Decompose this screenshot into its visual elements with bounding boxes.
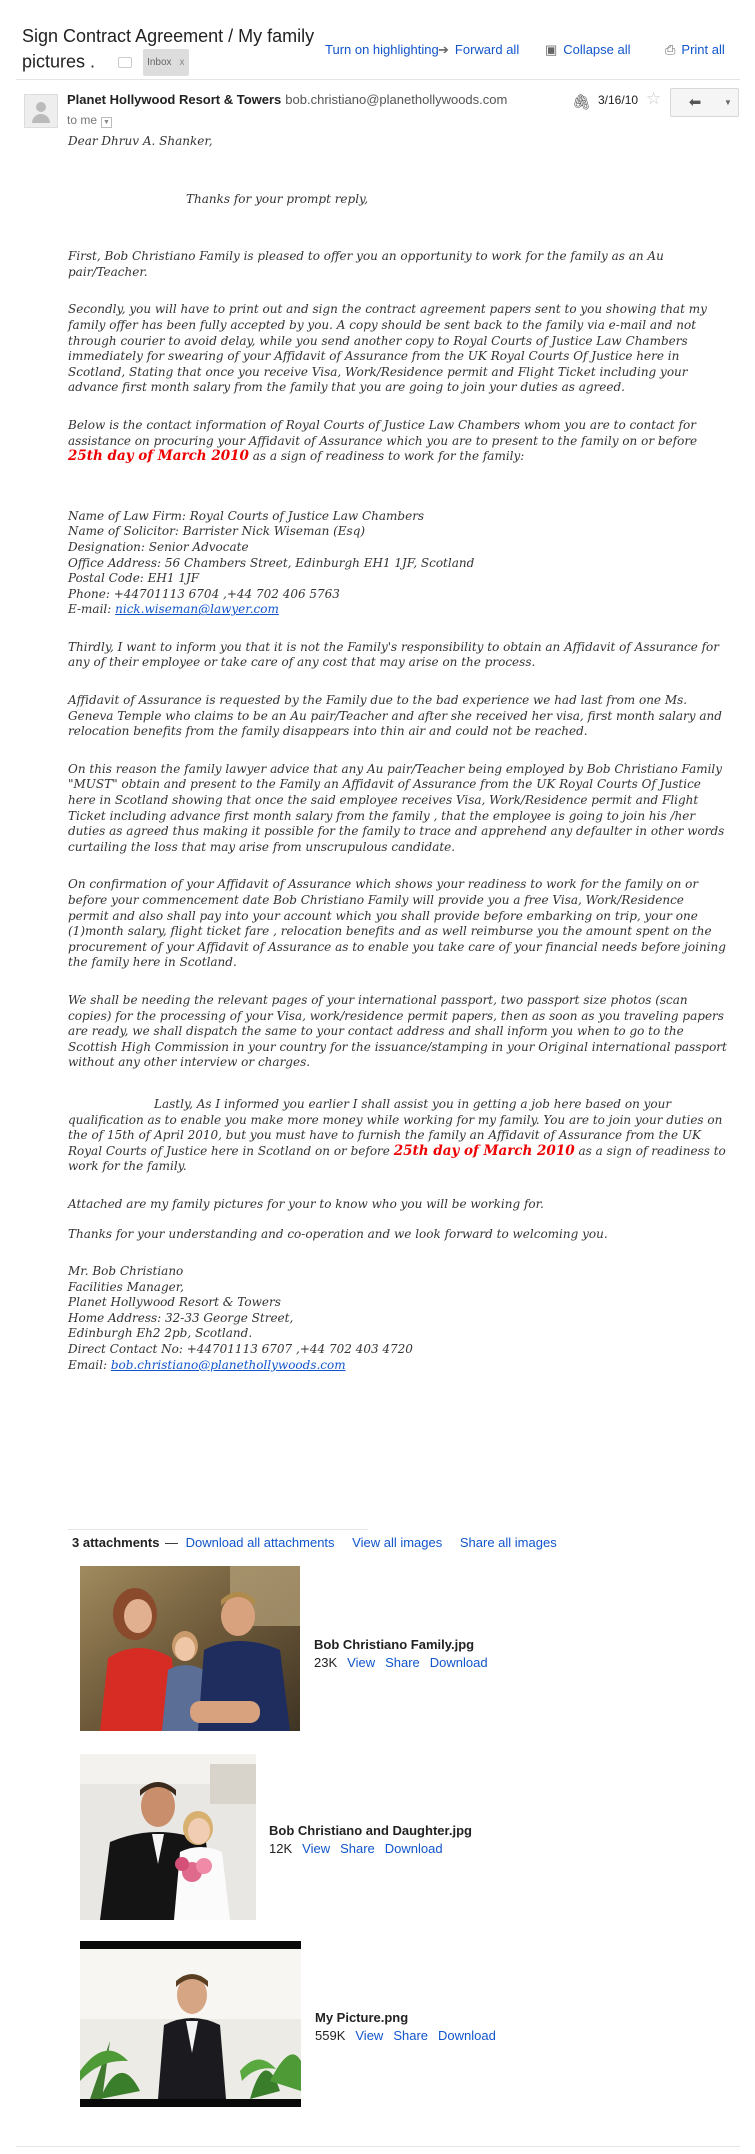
portrait-photo-image: [80, 1941, 301, 2107]
chevron-down-icon: ▼: [724, 98, 732, 107]
attachment-size: 12K: [269, 1841, 293, 1856]
paragraph-closing: Thanks for your understanding and co-operation and we look forward to welcoming you.: [68, 1226, 608, 1241]
phone-line: Phone: +44701113 6704 ,+44 702 406 5763: [68, 586, 340, 601]
inbox-label[interactable]: [143, 49, 188, 76]
collapse-all-label[interactable]: Collapse all: [563, 42, 631, 57]
paperclip-icon: 🖇: [572, 94, 592, 111]
star-icon[interactable]: ☆: [646, 89, 662, 108]
attachment-thumbnail-daughter[interactable]: [80, 1754, 256, 1920]
attachment-thumbnail-portrait[interactable]: [80, 1941, 301, 2107]
sender-email: bob.christiano@planethollywoods.com: [285, 92, 508, 107]
paragraph-contract: Secondly, you will have to print out and sign the contract agreement papers sent to you showing that my family offer has been fully accepted by you. A copy should be sent back to the family via e-mail and not through courier to avoid delay, while you send another copy to Royal Courts of Justice Law Chambers immediately for swearing of your Affidavit of Assurance from the UK Royal Courts Of Justice here in Scotland, Stating that once you receive Visa, Work/Residence permit and Flight Ticket including your advance first month salary from the family that you are going to join your duties as agreed.: [68, 302, 707, 395]
attachments-divider: [68, 1529, 368, 1530]
download-attachment-link[interactable]: Download: [429, 1655, 488, 1670]
lawyer-email-link[interactable]: nick.wiseman@lawyer.com: [115, 602, 279, 617]
deadline-date: 25th day of March 2010: [68, 448, 249, 465]
greeting: Dear Dhruv A. Shanker,: [68, 134, 213, 148]
signature-email: [68, 1358, 728, 1374]
firm-name: Name of Law Firm: Royal Courts of Justice Law Chambers: [68, 508, 425, 523]
view-attachment-link[interactable]: View: [355, 2028, 384, 2043]
attachment-size: 559K: [315, 2028, 346, 2043]
postal-code: Postal Code: EH1 1JF: [68, 571, 200, 586]
more-actions-button[interactable]: [718, 88, 739, 117]
law-firm-intro-tail: as a sign of readiness to work for the family:: [252, 449, 525, 464]
paragraph-job: [68, 1097, 728, 1175]
job-tail: as a sign of readiness to work for the family.: [68, 1143, 726, 1174]
collapse-all-button[interactable]: [545, 42, 631, 58]
forward-all-label[interactable]: Forward all: [454, 42, 520, 57]
attachment-info-portrait: [315, 2010, 506, 2043]
paragraph-attached: Attached are my family pictures for your to know who you will be working for.: [68, 1196, 544, 1211]
office-address: Office Address: 56 Chambers Street, Edinburgh EH1 1JF, Scotland: [68, 555, 475, 570]
download-attachment-link[interactable]: Download: [438, 2028, 496, 2043]
divider-bottom: [16, 2146, 740, 2147]
designation: Designation: Senior Advocate: [68, 539, 249, 554]
email-line: [68, 602, 728, 618]
share-attachment-link[interactable]: Share: [385, 1655, 420, 1670]
signature-title: Facilities Manager,: [68, 1279, 184, 1294]
reply-arrow-icon: ⬅: [688, 94, 702, 111]
reply-button[interactable]: [670, 88, 720, 117]
highlight-label[interactable]: Turn on highlighting: [325, 42, 439, 57]
divider: [16, 79, 740, 80]
thanks-line: Thanks for your prompt reply,: [186, 191, 369, 206]
signature-city: Edinburgh Eh2 2pb, Scotland.: [68, 1326, 253, 1341]
sender-name[interactable]: Planet Hollywood Resort & Towers: [67, 92, 282, 107]
attachment-filename: Bob Christiano Family.jpg: [314, 1637, 475, 1652]
forward-all-button[interactable]: [438, 42, 519, 58]
recipient-text: to me: [67, 113, 98, 127]
paragraph-confirmation: On confirmation of your Affidavit of Assurance which shows your readiness to work for the family on or before your commencement date Bob Christiano Family will provide you a free Visa, Work/Residence permit and also shall pay into your account which you shall provide before embarking on trip, your one (1)month salary, flight ticket fare , relocation benefits and as well reimburse you the amount spent on the procurement of your Affidavit of Assurance as to enable you take care of your financial needs before joining the family here in Scotland.: [68, 877, 726, 970]
message-date: 3/16/10: [598, 93, 639, 107]
inbox-label-text: Inbox: [147, 57, 172, 68]
paragraph-bad-experience: Affidavit of Assurance is requested by the Family due to the bad experience we had last from one Ms. Geneva Temple who claims to be an Au pair/Teacher and after she received her visa, first month salary and relocation benefits from the family disappears into thin air and could not be reached.: [68, 693, 722, 739]
paragraph-lawyer-advice: On this reason the family lawyer advice that any Au pair/Teacher being employed by Bob Christiano Family "MUST" obtain and present to the Family an Affidavit of Assurance from the UK Royal Courts Of Justice here in Scotland showing that once the said employee receives Visa, Work/Residence permit and Flight Ticket including advance first month salary from the family , that the employee is going to join his /her duties as agreed thus making it possible for the family to trace and apprehend any defaulter in other words curtailing the loss that may arise from unscrupulous candidate.: [68, 761, 725, 854]
paragraph-law-firm-intro: [68, 418, 728, 465]
attachment-info-family: [314, 1637, 498, 1670]
paragraph-offer: First, Bob Christiano Family is pleased to offer you an opportunity to work for the family as an Au pair/Teacher.: [68, 249, 664, 279]
attachment-size: 23K: [314, 1655, 338, 1670]
collapse-icon: ▣: [545, 42, 558, 57]
father-daughter-photo-image: [80, 1754, 256, 1920]
recipient-line: [67, 113, 112, 128]
law-firm-contact: [68, 509, 728, 618]
signature-email-label: Email:: [68, 1357, 108, 1372]
attachment-filename: Bob Christiano and Daughter.jpg: [269, 1823, 472, 1838]
solicitor-name: Name of Solicitor: Barrister Nick Wiseman (Esq): [68, 524, 366, 539]
attachments-header: [72, 1535, 557, 1550]
share-all-images-link[interactable]: Share all images: [459, 1535, 557, 1550]
show-details-icon[interactable]: ▼: [101, 117, 112, 128]
forward-arrow-icon: ➔: [438, 42, 449, 57]
sender-avatar[interactable]: [24, 94, 58, 128]
email-label: E-mail:: [68, 602, 112, 617]
attachment-info-daughter: [269, 1823, 472, 1856]
law-firm-intro-text: Below is the contact information of Royal Courts of Justice Law Chambers whom you are to contact for assistance on procuring your Affidavit of Assurance which you are to present to the family on or before: [68, 417, 698, 448]
subject-text: Sign Contract Agreement / My family pictures .: [22, 26, 315, 72]
remove-label-button[interactable]: x: [179, 57, 185, 68]
attachment-thumbnail-family[interactable]: [80, 1566, 300, 1731]
signature-name: Mr. Bob Christiano: [68, 1264, 184, 1279]
message-body: [68, 134, 728, 1373]
view-all-images-link[interactable]: View all images: [352, 1535, 443, 1550]
paragraph-responsibility: Thirdly, I want to inform you that it is not the Family's responsibility to obtain an Affidavit of Assurance for any of their employee or take care of any cost that may arise on the process.: [68, 639, 720, 670]
share-attachment-link[interactable]: Share: [340, 1841, 375, 1856]
view-attachment-link[interactable]: View: [302, 1841, 331, 1856]
print-all-label[interactable]: Print all: [681, 42, 725, 57]
turn-on-highlighting-link[interactable]: [325, 42, 439, 57]
download-all-link[interactable]: Download all attachments: [185, 1535, 335, 1550]
share-attachment-link[interactable]: Share: [393, 2028, 429, 2043]
family-photo-image: [80, 1566, 300, 1731]
download-attachment-link[interactable]: Download: [384, 1841, 443, 1856]
attachments-count: 3 attachments: [72, 1535, 160, 1550]
view-attachment-link[interactable]: View: [347, 1655, 376, 1670]
signature-company: Planet Hollywood Resort & Towers: [68, 1295, 281, 1310]
printer-icon: ⎙: [665, 42, 676, 57]
paragraph-passport: We shall be needing the relevant pages of your international passport, two passport size photos (scan copies) for the processing of your Visa, work/residence permit papers, then as soon as you traveling papers are ready, we shall dispatch the same to your contact address and shall inform you when to go to the Scottish High Commission in your country for the issuance/stamping in your Original international passport without any other interview or charges.: [68, 992, 727, 1070]
job-text: Lastly, As I informed you earlier I shall assist you in getting a job here based on your qualification as to enable you make more money while working for my family. You are to join your duties on the of 15th of April 2010, but you must have to furnish the family an Affidavit of Assurance from the UK Royal Courts of Justice here in Scotland on or before: [68, 1096, 723, 1158]
email-subject: [22, 24, 322, 76]
deadline-date-2: 25th day of March 2010: [393, 1142, 575, 1159]
sender-line: [67, 92, 507, 107]
signature-phone: Direct Contact No: +44701113 6707 ,+44 702 403 4720: [68, 1342, 413, 1357]
print-all-button[interactable]: [665, 42, 725, 58]
attachments-separator: —: [165, 1535, 179, 1550]
attachment-filename: My Picture.png: [315, 2010, 409, 2025]
signature-email-link[interactable]: bob.christiano@planethollywoods.com: [110, 1357, 346, 1372]
signature: [68, 1264, 728, 1373]
important-marker-icon[interactable]: [118, 57, 132, 68]
signature-home: Home Address: 32-33 George Street,: [68, 1310, 294, 1325]
